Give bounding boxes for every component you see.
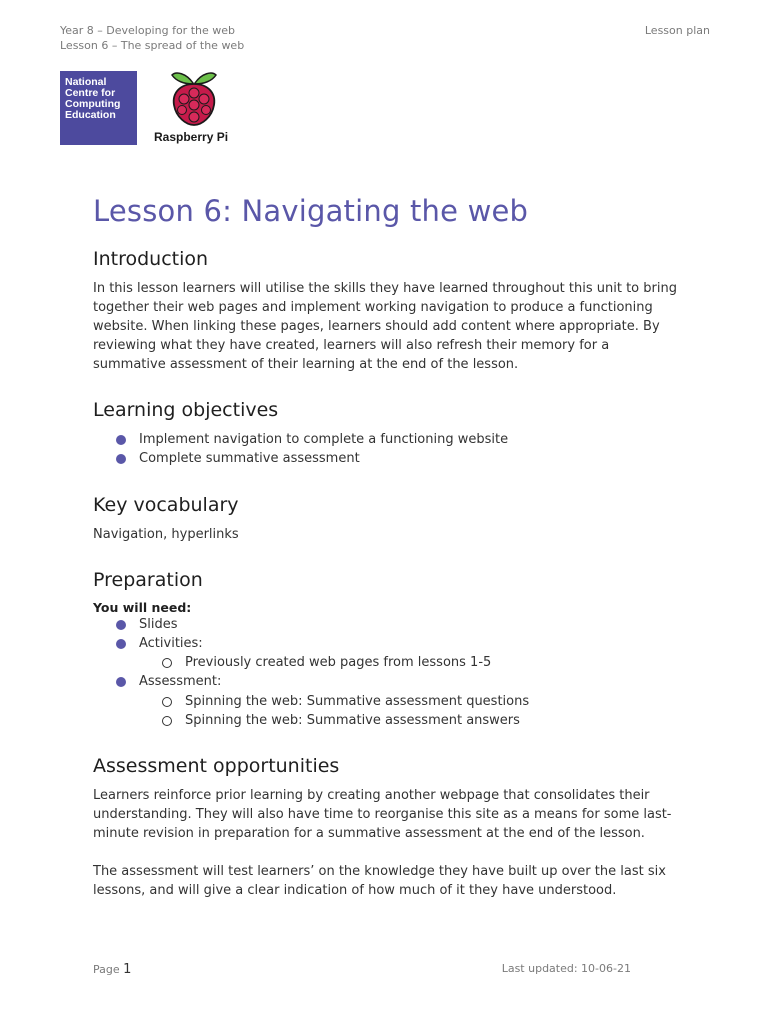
assessment-paragraph: Learners reinforce prior learning by creating another webpage that consolidates their understanding. They will also have time to reorganise this site as a means for some last-minute revision in preparation for a summative assessment at the end of the lesson. [93, 788, 672, 842]
page-number-value: 1 [123, 962, 132, 977]
page-number [93, 962, 131, 977]
preparation-section [93, 567, 683, 731]
assessment-section [93, 753, 683, 900]
raspberry-pi-wordmark: Raspberry Pi [154, 130, 229, 144]
preparation-item [93, 672, 683, 730]
introduction-section [93, 246, 683, 374]
raspberry-pi-logo [150, 69, 240, 149]
objective-item: Complete summative assessment [93, 449, 683, 468]
header-course: Year 8 – Developing for the web [60, 24, 235, 37]
objective-item: Implement navigation to complete a functioning website [93, 430, 683, 449]
vocabulary-text: Navigation, hyperlinks [93, 526, 239, 542]
preparation-item-label: Activities: [139, 635, 203, 651]
objectives-section [93, 397, 683, 469]
preparation-subitem: Previously created web pages from lessons 1-5 [139, 653, 683, 672]
preparation-item-label: Slides [139, 616, 178, 632]
preparation-heading: Preparation [93, 568, 203, 591]
ncce-logo [60, 71, 137, 145]
raspberry-icon [168, 69, 220, 127]
preparation-item [93, 615, 683, 634]
ncce-logo-line: National [65, 76, 107, 88]
header-doc-type: Lesson plan [644, 24, 710, 37]
you-will-need-label: You will need: [93, 599, 192, 615]
ncce-logo-line: Computing [65, 98, 121, 110]
ncce-logo-line: Education [65, 109, 116, 121]
vocabulary-section [93, 492, 683, 544]
last-updated: Last updated: 10-06-21 [501, 962, 631, 975]
preparation-subitem: Spinning the web: Summative assessment questions [139, 692, 683, 711]
page-title: Lesson 6: Navigating the web [93, 194, 529, 228]
document-body [93, 192, 683, 923]
running-header [60, 23, 244, 53]
objectives-list [93, 430, 683, 469]
objectives-heading: Learning objectives [93, 399, 279, 421]
preparation-item [93, 634, 683, 673]
introduction-heading: Introduction [93, 248, 209, 270]
page-label: Page [93, 963, 120, 976]
vocabulary-heading: Key vocabulary [93, 493, 239, 516]
assessment-paragraph: The assessment will test learners’ on the knowledge they have built up over the last six lessons, and will give a clear indication of how much of it they have understood. [93, 864, 666, 899]
header-lesson: Lesson 6 – The spread of the web [60, 39, 245, 52]
preparation-subitem: Spinning the web: Summative assessment answers [139, 711, 683, 730]
assessment-heading: Assessment opportunities [93, 755, 340, 778]
introduction-text: In this lesson learners will utilise the skills they have learned throughout this unit to bring together their web pages and implement working navigation to produce a functioning website. When linking these pages, learners should add content where appropriate. By reviewing what they have created, learners will also refresh their memory for a summative assessment of their learning at the end of the lesson. [93, 281, 677, 372]
preparation-item-label: Assessment: [139, 674, 222, 690]
preparation-list [93, 615, 683, 731]
preparation-sublist [139, 653, 683, 672]
ncce-logo-line: Centre for [65, 87, 116, 99]
preparation-sublist [139, 692, 683, 731]
